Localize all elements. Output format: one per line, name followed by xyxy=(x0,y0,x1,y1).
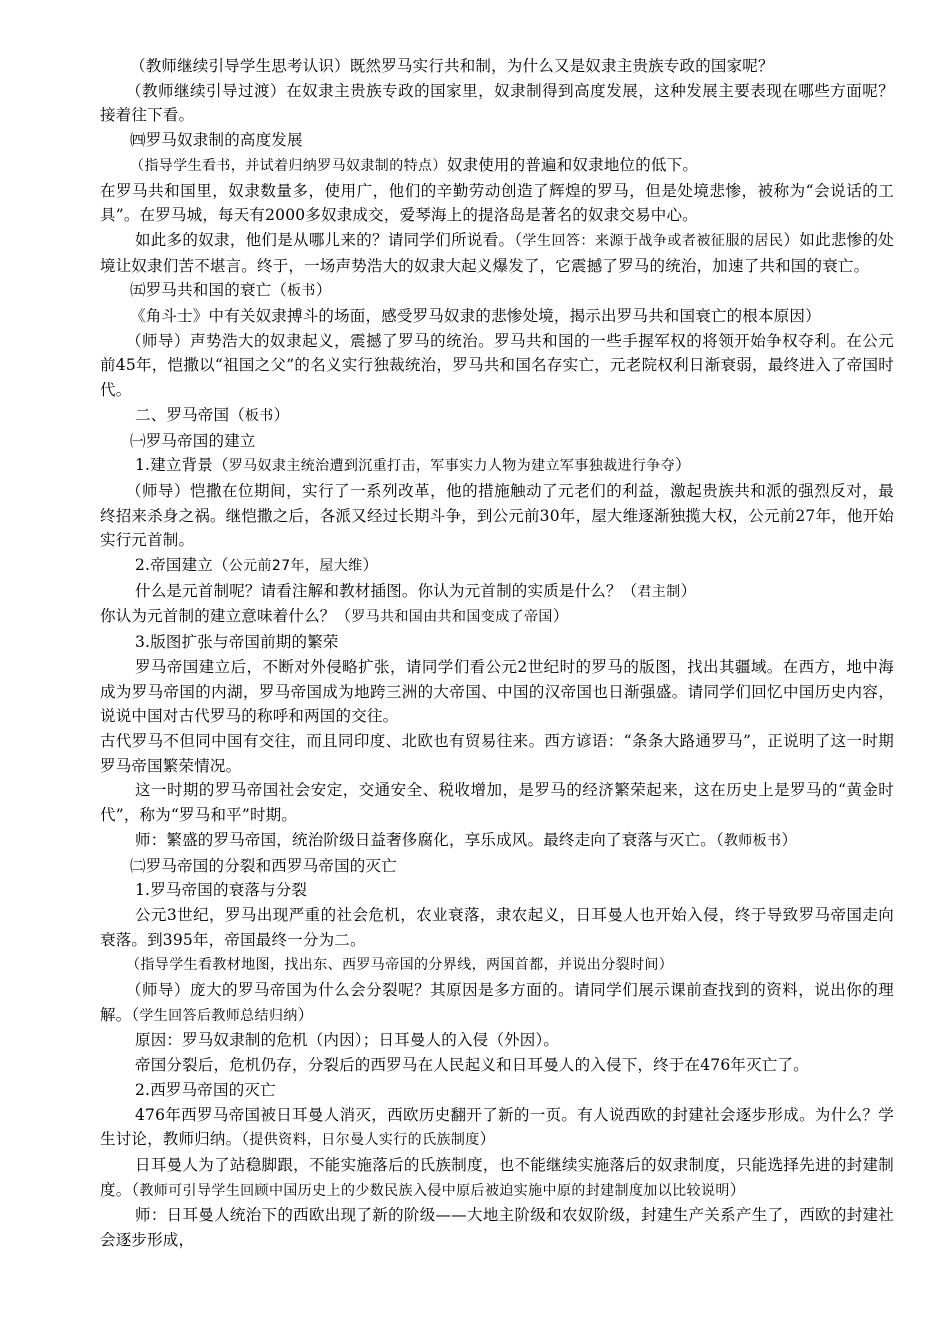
section-heading: 3.版图扩张与帝国前期的繁荣 xyxy=(135,633,339,652)
paragraph: 这一时期的罗马帝国社会安定，交通安全、税收增加，是罗马的经济繁荣起来，这在历史上是罗马的“黄金时代”，称为“罗马和平”时期。 xyxy=(100,781,894,825)
paragraph: 2.帝国建立（公元前27年，屋大维） xyxy=(135,556,379,575)
paragraph: 在罗马共和国里，奴隶数量多，使用广，他们的辛勤劳动创造了辉煌的罗马，但是处境悲惨，被称为“会说话的工具”。在罗马城，每天有2000多奴隶成交，爱琴海上的提洛岛是著名的奴隶交易中心。 xyxy=(100,181,894,225)
paragraph: （教师继续引导学生思考认识）既然罗马实行共和制，为什么又是奴隶主贵族专政的国家呢？ xyxy=(130,57,774,75)
paragraph: 《角斗士》中有关奴隶搏斗的场面，感受罗马奴隶的悲惨处境，揭示出罗马共和国衰亡的根本原因） xyxy=(130,307,821,326)
section-heading: 二、罗马帝国（板书） xyxy=(135,405,290,424)
paragraph: 公元3世纪，罗马出现严重的社会危机，农业衰落，隶农起义，日耳曼人也开始入侵，终于导致罗马帝国走向衰落。到395年，帝国最终一分为二。 xyxy=(100,905,894,949)
paragraph: 帝国分裂后，危机仍存，分裂后的西罗马在人民起义和日耳曼人的入侵下，终于在476年灭亡了。 xyxy=(135,1056,809,1075)
section-heading: 2.西罗马帝国的灭亡 xyxy=(135,1080,276,1099)
paragraph: （师导）庞大的罗马帝国为什么会分裂呢？其原因是多方面的。请同学们展示课前查找到的资料，说出你的理解。（学生回答后教师总结归纳） xyxy=(100,981,894,1024)
paragraph: 如此多的奴隶，他们是从哪儿来的？请同学们所说看。（学生回答：来源于战争或者被征服的居民）如此悲惨的处境让奴隶们苦不堪言。终于，一场声势浩大的奴隶大起义爆发了，它震撼了罗马的统治，加速了共和国的衰亡。 xyxy=(100,230,894,275)
paragraph: 罗马帝国建立后，不断对外侵略扩张，请同学们看公元2世纪时的罗马的版图，找出其疆域。在西方，地中海成为罗马帝国的内湖，罗马帝国成为地跨三洲的大帝国、中国的汉帝国也日渐强盛。请同学们回忆中国历史内容，说说中国对古代罗马的称呼和两国的交往。 xyxy=(100,657,894,726)
section-heading: ㈤罗马共和国的衰亡（板书） xyxy=(130,281,332,300)
section-heading: ㈡罗马帝国的分裂和西罗马帝国的灭亡 xyxy=(130,856,397,875)
paragraph: 什么是元首制呢？请看注解和教材插图。你认为元首制的实质是什么？（君主制） xyxy=(135,581,697,600)
paragraph: 师：日耳曼人统治下的西欧出现了新的阶级——大地主阶级和农奴阶级，封建生产关系产生了，西欧的封建社会逐步形成， xyxy=(100,1206,894,1250)
paragraph: （师导）声势浩大的奴隶起义，震撼了罗马的统治。罗马共和国的一些手握军权的将领开始争权夺利。在公元前45年，恺撒以“祖国之父”的名义实行独裁统治，罗马共和国名存实亡，元老院权利日渐衰弱，最终进入了帝国时代。 xyxy=(100,331,894,400)
section-heading: 1.罗马帝国的衰落与分裂 xyxy=(135,881,308,900)
paragraph: （指导学生看教材地图，找出东、西罗马帝国的分界线，两国首都，并说出分裂时间） xyxy=(126,957,674,974)
section-heading: ㈣罗马奴隶制的高度发展 xyxy=(130,131,303,150)
paragraph: 1.建立背景（罗马奴隶主统治遭到沉重打击，军事实力人物为建立军事独裁进行争夺） xyxy=(135,456,691,475)
paragraph: 476年西罗马帝国被日耳曼人消灭，西欧历史翻开了新的一页。有人说西欧的封建社会逐步形成。为什么？学生讨论，教师归纳。（提供资料，日尔曼人实行的氏族制度） xyxy=(100,1105,894,1149)
paragraph: 原因：罗马奴隶制的危机（内因）；日耳曼人的入侵（外因）。 xyxy=(135,1031,560,1050)
section-heading: ㈠罗马帝国的建立 xyxy=(130,431,256,450)
paragraph: 师：繁盛的罗马帝国，统治阶级日益奢侈腐化，享乐成风。最终走向了衰落与灭亡。（教师板书） xyxy=(135,830,798,849)
paragraph: （指导学生看书，并试着归纳罗马奴隶制的特点）奴隶使用的普遍和奴隶地位的低下。 xyxy=(130,155,699,174)
paragraph: （师导）恺撒在位期间，实行了一系列改革，他的措施触动了元老们的利益，激起贵族共和派的强烈反对，最终招来杀身之祸。继恺撒之后，各派又经过长期斗争，到公元前30年，屋大维逐渐独揽大权，公元前27年，他开始实行元首制。 xyxy=(100,481,894,550)
paragraph: （教师继续引导过渡）在奴隶主贵族专政的国家里，奴隶制得到高度发展，这种发展主要表现在哪些方面呢？接着往下看。 xyxy=(100,81,894,125)
paragraph: 日耳曼人为了站稳脚跟，不能实施落后的氏族制度，也不能继续实施落后的奴隶制度，只能选择先进的封建制度。（教师可引导学生回顾中国历史上的少数民族入侵中原后被迫实施中原的封建制度加以比较说明） xyxy=(100,1155,894,1199)
paragraph: 你认为元首制的建立意味着什么？（罗马共和国由共和国变成了帝国） xyxy=(100,607,569,626)
paragraph: 古代罗马不但同中国有交往，而且同印度、北欧也有贸易往来。西方谚语：“条条大路通罗马”，正说明了这一时期罗马帝国繁荣情况。 xyxy=(100,731,894,775)
